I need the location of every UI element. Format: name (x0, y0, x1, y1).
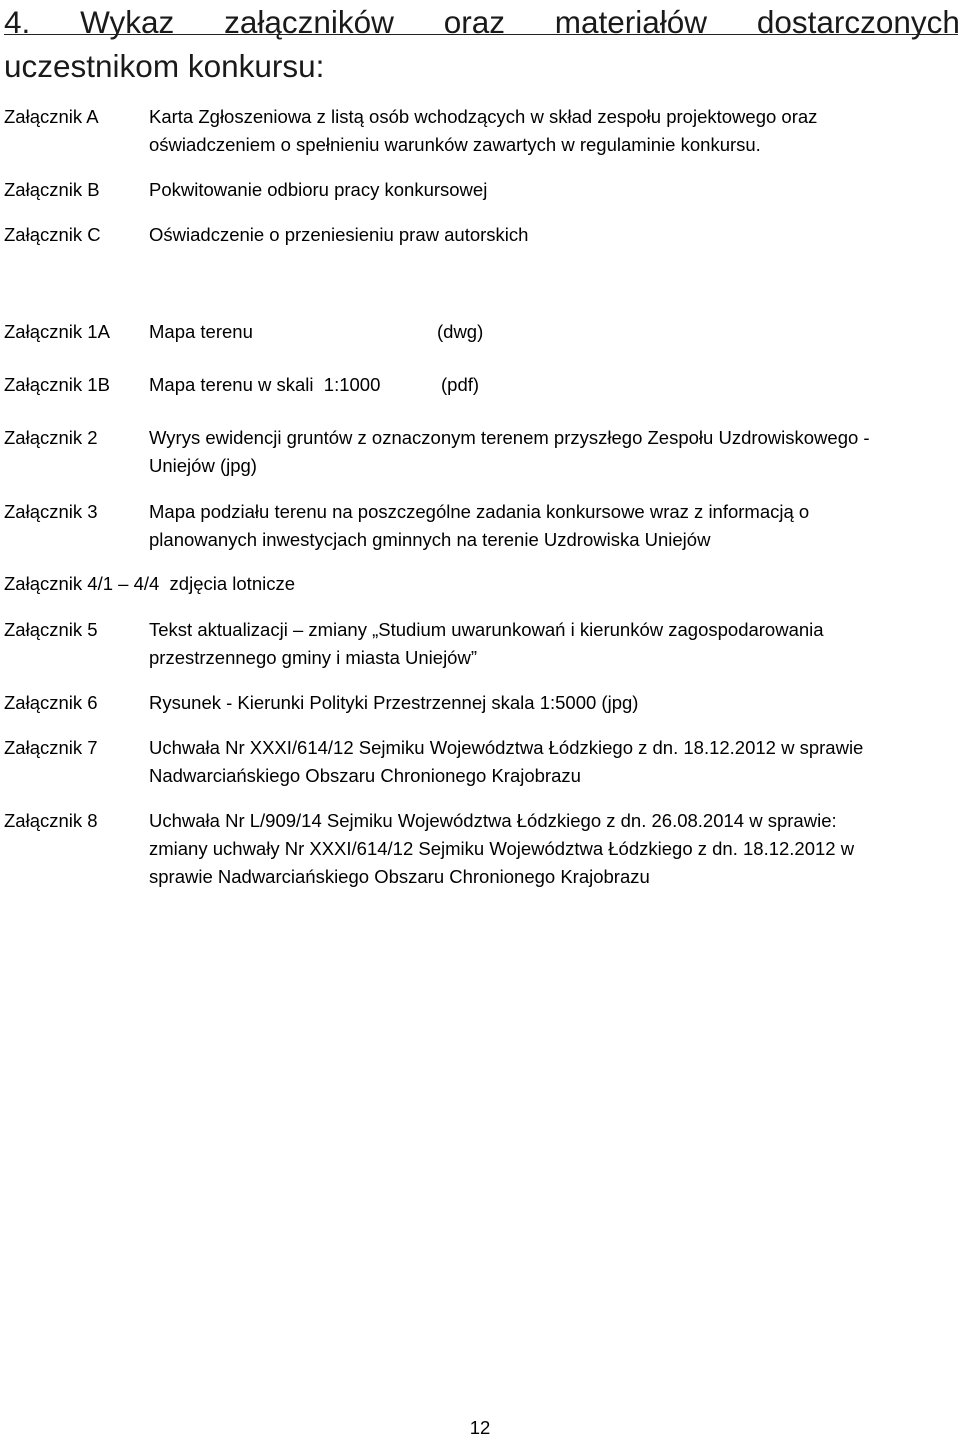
attachment-format-1b: (pdf) (441, 374, 480, 395)
desc-line: Nadwarciańskiego Obszaru Chronionego Krajobrazu (149, 765, 581, 786)
attachment-desc-1a: Mapa terenu (149, 321, 253, 342)
attachment-desc-7 (149, 734, 863, 790)
desc-line: Rysunek - Kierunki Polityki Przestrzennej skala 1:5000 (jpg) (149, 692, 639, 713)
attachment-desc-8 (149, 807, 854, 891)
attachment-label-2: Załącznik 2 (4, 427, 98, 448)
desc-line: Uniejów (jpg) (149, 455, 257, 476)
attachment-format-1a: (dwg) (437, 321, 484, 342)
section-heading (4, 0, 960, 88)
heading-word: załączników (224, 4, 394, 40)
attachment-label-5: Załącznik 5 (4, 619, 98, 640)
desc-line: Wyrys ewidencji gruntów z oznaczonym terenem przyszłego Zespołu Uzdrowiskowego - (149, 427, 870, 448)
attachment-desc-b (149, 176, 487, 204)
attachment-desc-5 (149, 616, 824, 672)
attachment-desc-6 (149, 689, 638, 717)
heading-word: materiałów (554, 4, 708, 40)
desc-line: Oświadczenie o przeniesieniu praw autorskich (149, 224, 529, 245)
attachment-label-8: Załącznik 8 (4, 810, 98, 831)
desc-line: oświadczeniem o spełnieniu warunków zawartych w regulaminie konkursu. (149, 134, 761, 155)
attachment-label-c: Załącznik C (4, 224, 101, 245)
attachment-label-1a: Załącznik 1A (4, 321, 110, 342)
desc-line: Uchwała Nr XXXI/614/12 Sejmiku Województwa Łódzkiego z dn. 18.12.2012 w sprawie (149, 737, 864, 758)
heading-word: Wykaz (80, 4, 175, 40)
desc-line: sprawie Nadwarciańskiego Obszaru Chronionego Krajobrazu (149, 866, 650, 887)
heading-underline (4, 34, 958, 35)
heading-word: dostarczonych (756, 4, 960, 40)
attachment-label-3: Załącznik 3 (4, 501, 98, 522)
desc-line: Uchwała Nr L/909/14 Sejmiku Województwa Łódzkiego z dn. 26.08.2014 w sprawie: (149, 810, 837, 831)
desc-line: przestrzennego gminy i miasta Uniejów” (149, 647, 477, 668)
attachment-desc-2 (149, 424, 870, 480)
desc-line: Pokwitowanie odbioru pracy konkursowej (149, 179, 488, 200)
desc-line: Karta Zgłoszeniowa z listą osób wchodzących w skład zespołu projektowego oraz (149, 106, 818, 127)
desc-line: Mapa podziału terenu na poszczególne zadania konkursowe wraz z informacją o (149, 501, 810, 522)
heading-word: oraz (443, 4, 505, 40)
section-heading-line-1 (4, 0, 960, 44)
desc-line: zmiany uchwały Nr XXXI/614/12 Sejmiku Województwa Łódzkiego z dn. 18.12.2012 w (149, 838, 855, 859)
desc-line: Tekst aktualizacji – zmiany „Studium uwarunkowań i kierunków zagospodarowania (149, 619, 824, 640)
attachment-desc-a (149, 103, 817, 159)
attachment-desc-1b: Mapa terenu w skali 1:1000 (149, 374, 381, 395)
section-number: 4. (4, 4, 31, 40)
section-heading-line-2: uczestnikom konkursu: (4, 48, 325, 84)
desc-line: planowanych inwestycjach gminnych na terenie Uzdrowiska Uniejów (149, 529, 711, 550)
attachment-desc-c (149, 221, 528, 249)
page-number: 12 (469, 1417, 491, 1438)
attachment-label-6: Załącznik 6 (4, 692, 98, 713)
attachment-label-a: Załącznik A (4, 106, 99, 127)
attachment-label-7: Załącznik 7 (4, 737, 98, 758)
attachment-desc-3 (149, 498, 809, 554)
attachment-label-1b: Załącznik 1B (4, 374, 110, 395)
attachment-4-aerial-photos: Załącznik 4/1 – 4/4 zdjęcia lotnicze (4, 573, 296, 594)
attachment-label-b: Załącznik B (4, 179, 100, 200)
